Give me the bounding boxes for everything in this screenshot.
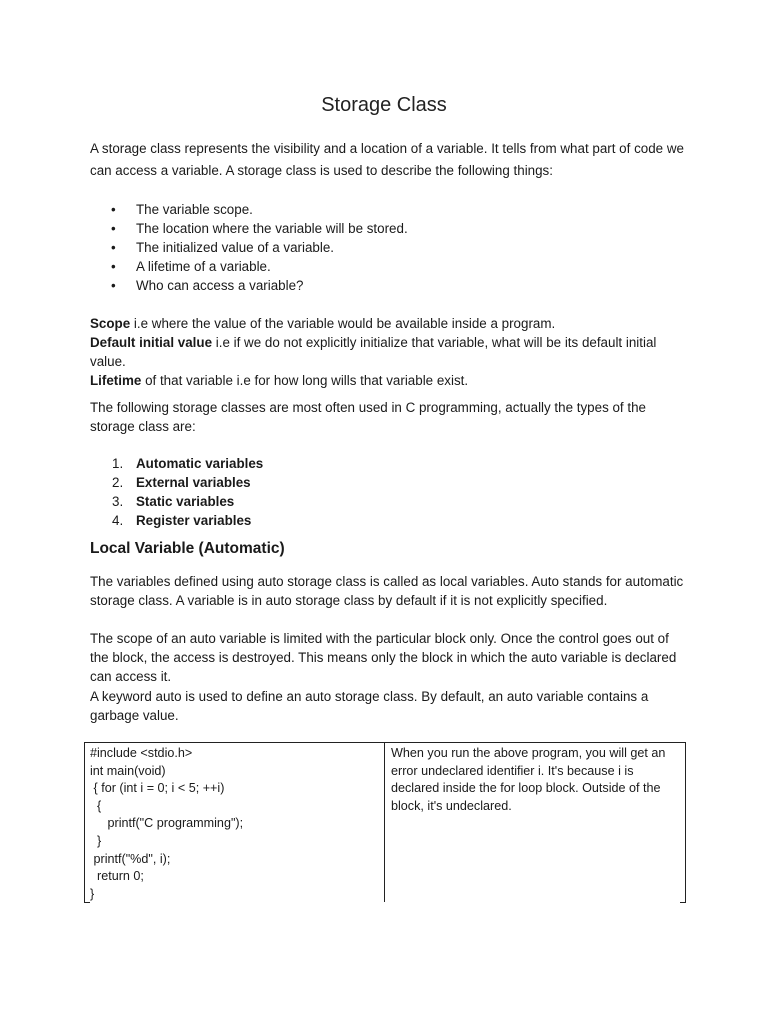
definition-term-scope: Scope xyxy=(90,316,131,331)
definition-term-default: Default initial value xyxy=(90,335,213,350)
code-line: int main(void) xyxy=(90,763,166,778)
list-item: 2. External variables xyxy=(112,475,251,490)
code-line: printf("C programming"); xyxy=(90,816,244,831)
code-example-table xyxy=(84,742,686,902)
definition-text-lifetime: of that variable i.e for how long wills that variable exist. xyxy=(141,373,469,388)
list-item: • A lifetime of a variable. xyxy=(111,259,271,274)
code-line: return 0; xyxy=(90,869,144,884)
storage-class-types-list xyxy=(90,454,690,530)
code-explanation-cell: When you run the above program, you will get an error undeclared identifier i. It's because i is declared inside the for loop block. Outside of the block, it's undeclared. xyxy=(391,746,666,813)
storage-class-bullet-list xyxy=(90,200,690,295)
code-line: { for (int i = 0; i < 5; ++i) xyxy=(90,781,225,796)
code-cell xyxy=(90,745,380,903)
code-line: { xyxy=(90,798,102,813)
definitions-block xyxy=(90,314,690,390)
definition-text-default: i.e if we do not explicitly initialize that variable, what will be its default initial value. xyxy=(90,335,657,369)
list-item: • The variable scope. xyxy=(111,202,253,217)
auto-paragraph-1: The variables defined using auto storage class is called as local variables. Auto stands for automatic storage class. A variable is in auto storage class by default if it is not explicitly specified. xyxy=(90,574,684,608)
types-intro-paragraph: The following storage classes are most often used in C programming, actually the types of the storage class are: xyxy=(90,400,646,434)
code-line: printf("%d", i); xyxy=(90,851,171,866)
auto-paragraph-3: A keyword auto is used to define an auto storage class. By default, an auto variable contains a garbage value. xyxy=(90,689,649,723)
code-line: } xyxy=(90,886,95,901)
page-title: Storage Class xyxy=(321,94,447,116)
list-item: • The location where the variable will be stored. xyxy=(111,221,408,236)
list-item: 4. Register variables xyxy=(112,513,252,528)
table-corner-right xyxy=(680,902,686,903)
section-heading: Local Variable (Automatic) xyxy=(90,540,285,557)
intro-paragraph: A storage class represents the visibility and a location of a variable. It tells from what part of code we can access a variable. A storage class is used to describe the following things: xyxy=(90,141,684,178)
code-line: } xyxy=(90,833,102,848)
code-line: #include <stdio.h> xyxy=(90,746,193,760)
definition-text-scope: i.e where the value of the variable would be available inside a program. xyxy=(130,316,556,331)
list-item: 3. Static variables xyxy=(112,494,235,509)
list-item: 1. Automatic variables xyxy=(112,456,264,471)
list-item: • Who can access a variable? xyxy=(111,278,304,293)
table-column-divider xyxy=(384,743,385,902)
list-item: • The initialized value of a variable. xyxy=(111,240,334,255)
definition-term-lifetime: Lifetime xyxy=(90,373,142,388)
auto-paragraph-2: The scope of an auto variable is limited with the particular block only. Once the control goes out of the block, the access is destroyed. This means only the block in which the auto variable is declared can access it. xyxy=(90,631,677,684)
